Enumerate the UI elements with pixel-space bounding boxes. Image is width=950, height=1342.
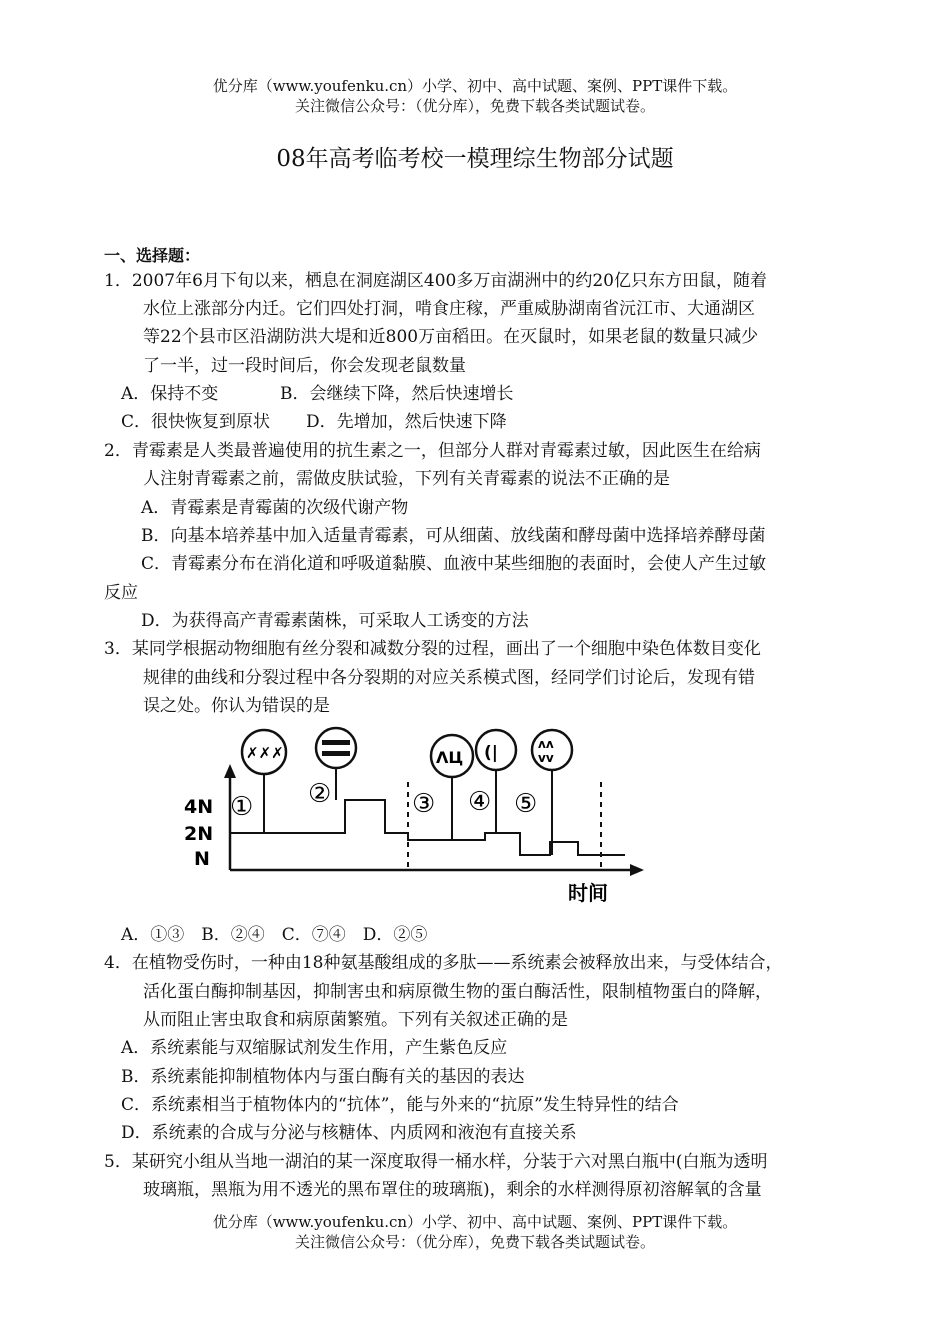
x-axis-arrow <box>630 864 644 876</box>
svg-text:(|: (| <box>484 743 498 763</box>
marker-3: ③ <box>412 789 436 819</box>
svg-text:vv: vv <box>538 751 554 765</box>
q2-line-1: 2．青霉素是人类最普遍使用的抗生素之一，但部分人群对青霉素过敏，因此医生在给病 <box>104 441 761 461</box>
q2-option-c-cont: 反应 <box>104 583 138 603</box>
q4-option-d: D．系统素的合成与分泌与核糖体、内质网和液泡有直接关系 <box>121 1123 577 1143</box>
q4-line-3: 从而阻止害虫取食和病原菌繁殖。下列有关叙述正确的是 <box>143 1010 568 1030</box>
q1-line-4: 了一半，过一段时间后，你会发现老鼠数量 <box>143 356 466 376</box>
marker-5: ⑤ <box>514 789 538 819</box>
q5-line-1: 5．某研究小组从当地一湖泊的某一深度取得一桶水样，分装于六对黑白瓶中(白瓶为透明 <box>104 1152 768 1172</box>
footer-line-2: 关注微信公众号：（优分库），免费下载各类试题试卷。 <box>294 1233 655 1251</box>
q4-option-a: A．系统素能与双缩脲试剂发生作用，产生紫色反应 <box>121 1038 508 1058</box>
y-label-4n: 4N <box>184 796 214 818</box>
q1-option-b: B．会继续下降，然后快速增长 <box>280 384 514 404</box>
page-title: 08年高考临考校一模理综生物部分试题 <box>276 146 674 172</box>
section-heading: 一、选择题： <box>104 246 201 265</box>
q3-line-1: 3．某同学根据动物细胞有丝分裂和减数分裂的过程，画出了一个细胞中染色体数目变化 <box>104 639 761 659</box>
q4-line-1: 4．在植物受伤时，一种由18种氨基酸组成的多肽——系统素会被释放出来，与受体结合， <box>104 953 783 973</box>
x-label-time: 时间 <box>568 881 608 905</box>
q1-line-2: 水位上涨部分内迁。它们四处打洞，啃食庄稼，严重威胁湖南省沅江市、大通湖区 <box>143 299 755 319</box>
svg-text:ʌʌ: ʌʌ <box>538 737 554 751</box>
q5-line-2: 玻璃瓶，黑瓶为用不透光的黑布罩住的玻璃瓶)，剩余的水样测得原初溶解氧的含量 <box>143 1180 762 1200</box>
q3-line-3: 误之处。你认为错误的是 <box>143 696 330 716</box>
q3-line-2: 规律的曲线和分裂过程中各分裂期的对应关系模式图，经同学们讨论后，发现有错 <box>143 668 755 688</box>
y-axis-arrow <box>224 764 236 778</box>
q2-option-d: D．为获得高产青霉素菌株，可采取人工诱变的方法 <box>141 611 529 631</box>
page-footer <box>0 1212 950 1252</box>
header-line-2: 关注微信公众号：（优分库），免费下载各类试题试卷。 <box>294 97 655 115</box>
q4-line-2: 活化蛋白酶抑制基因，抑制害虫和病原微生物的蛋白酶活性，限制植物蛋白的降解， <box>143 982 772 1002</box>
marker-1: ① <box>230 792 254 822</box>
cell-diagram-4 <box>476 730 516 833</box>
q2-option-a: A．青霉素是青霉菌的次级代谢产物 <box>141 498 409 518</box>
y-label-n: N <box>194 848 210 870</box>
q1-option-d: D．先增加，然后快速下降 <box>306 412 507 432</box>
footer-line-1: 优分库（www.youfenku.cn）小学、初中、高中试题、案例、PPT课件下载。 <box>212 1213 738 1231</box>
header-line-1: 优分库（www.youfenku.cn）小学、初中、高中试题、案例、PPT课件下载。 <box>212 77 738 95</box>
q1-line-1: 1．2007年6月下旬以来，栖息在洞庭湖区400多万亩湖洲中的约20亿只东方田鼠，随着 <box>104 271 767 291</box>
q1-option-a: A．保持不变 <box>121 384 219 404</box>
cell-diagram-5 <box>532 730 572 855</box>
svg-text:✗✗✗: ✗✗✗ <box>246 744 284 762</box>
cell-diagram-3 <box>431 735 473 840</box>
marker-4: ④ <box>468 787 492 817</box>
q2-option-c: C．青霉素分布在消化道和呼吸道黏膜、血液中某些细胞的表面时，会使人产生过敏 <box>141 554 767 574</box>
q2-option-b: B．向基本培养基中加入适量青霉素，可从细菌、放线菌和酵母菌中选择培养酵母菌 <box>141 526 766 546</box>
y-label-2n: 2N <box>184 823 214 845</box>
chromosome-figure <box>180 720 650 910</box>
q4-option-c: C．系统素相当于植物体内的“抗体”，能与外来的“抗原”发生特异性的结合 <box>121 1095 679 1115</box>
page-header <box>0 76 950 116</box>
q1-option-c: C．很快恢复到原状 <box>121 412 271 432</box>
q2-line-2: 人注射青霉素之前，需做皮肤试验，下列有关青霉素的说法不正确的是 <box>143 469 670 489</box>
svg-text:ɅЦ: ɅЦ <box>436 748 464 767</box>
q4-option-b: B．系统素能抑制植物体内与蛋白酶有关的基因的表达 <box>121 1067 525 1087</box>
marker-2: ② <box>308 779 332 809</box>
chromosome-graph <box>180 720 650 910</box>
q1-line-3: 等22个县市区沿湖防洪大堤和近800万亩稻田。在灭鼠时，如果老鼠的数量只减少 <box>143 327 759 347</box>
q3-options: A．①③ B．②④ C．⑦④ D．②⑤ <box>121 925 428 945</box>
